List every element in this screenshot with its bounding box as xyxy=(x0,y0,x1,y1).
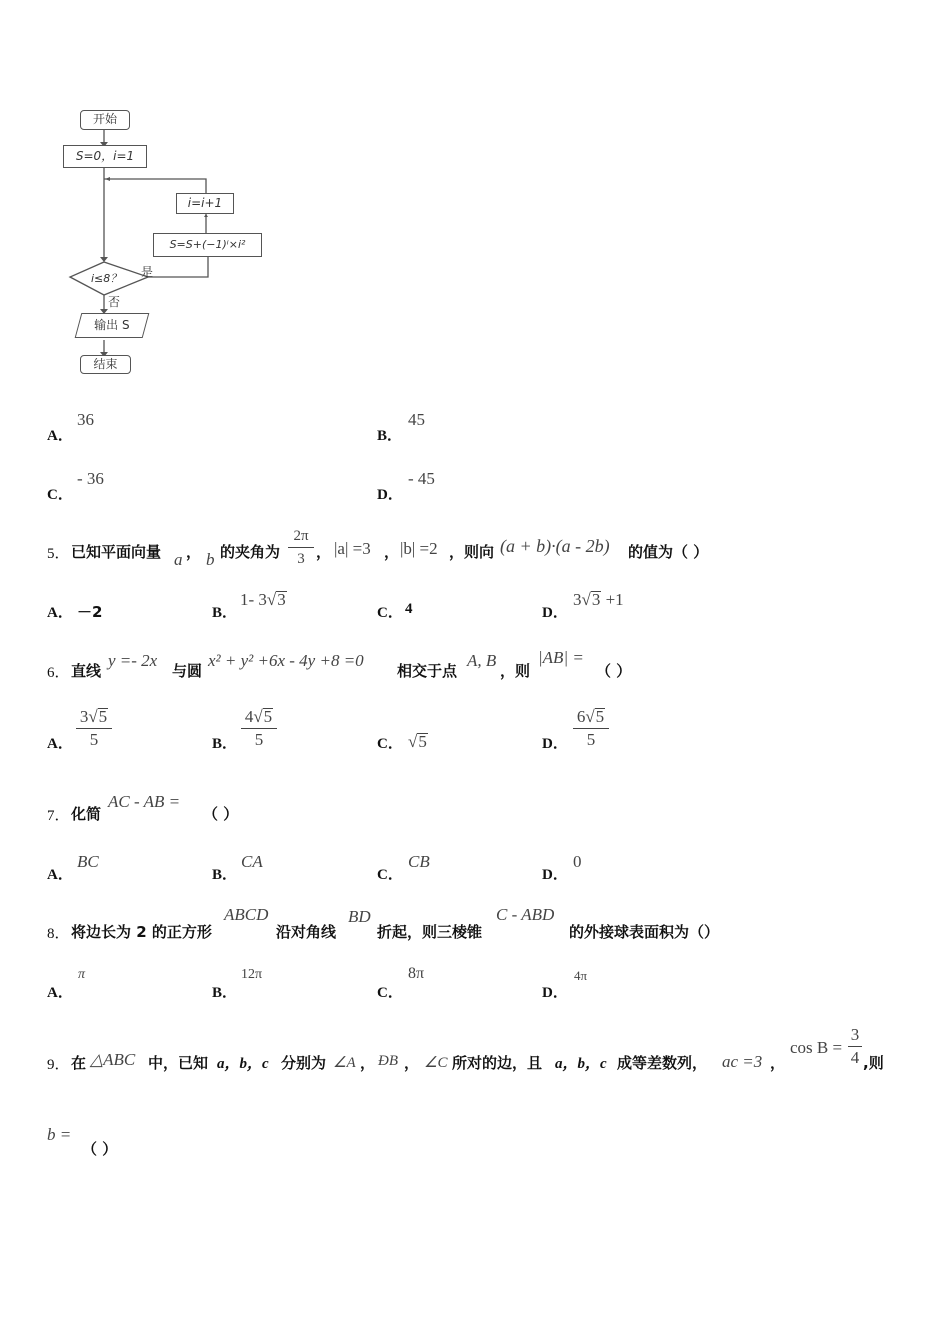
q9-angle-a: ∠A xyxy=(333,1055,356,1071)
q8-option-c-label: C． xyxy=(377,985,403,1001)
q5-comma-3: ， xyxy=(384,543,400,561)
q5-option-b-label: B． xyxy=(212,605,238,621)
flowchart-yes-label: 是 xyxy=(141,265,154,279)
q5-option-c-value: 4 xyxy=(405,601,413,617)
q6-text-4: ，则 xyxy=(500,662,531,680)
q9-sides-1: a，b，c xyxy=(217,1056,269,1072)
q4-option-c-label: C． xyxy=(47,487,73,503)
q6-option-c-label: C． xyxy=(377,736,403,752)
q4-option-a-value: 36 xyxy=(77,410,94,429)
q7-option-c-label: C． xyxy=(377,867,403,883)
q5-text-4: 的值为（ ） xyxy=(628,543,709,561)
q6-option-b-label: B． xyxy=(212,736,238,752)
flowchart-init: S=0，i=1 xyxy=(63,145,147,168)
q9-text-5: 所对的边，且 xyxy=(452,1054,543,1072)
q9-comma-1: ， xyxy=(360,1054,376,1072)
q7-option-d-value: 0 xyxy=(573,852,582,871)
q5-vector-b: b xyxy=(206,550,215,569)
q8-pyramid: C - ABD xyxy=(496,905,555,924)
q5-angle-denominator: 3 xyxy=(297,551,305,567)
flowchart-output-label: 输出 S xyxy=(94,318,130,332)
q6-option-c-value: √5 xyxy=(408,732,427,751)
q9-comma-2: ， xyxy=(404,1054,420,1072)
q7-option-b-value: CA xyxy=(241,852,263,871)
q9-text-7: 成等差数列， xyxy=(617,1054,708,1072)
q6-option-a-fraction: 3√5 5 xyxy=(76,708,112,749)
q5-option-c-label: C． xyxy=(377,605,403,621)
q7-option-b-label: B． xyxy=(212,867,238,883)
q5-option-d-radicand: 3 xyxy=(591,590,601,609)
q8-option-a-value: π xyxy=(78,967,86,982)
q9-angle-b: ÐB xyxy=(378,1053,398,1069)
q8-text-3: 折起，则三棱锥 xyxy=(377,923,483,941)
flowchart-start: 开始 xyxy=(80,110,130,130)
q6-option-a-label: A． xyxy=(47,736,73,752)
q7-option-d-label: D． xyxy=(542,867,568,883)
q8-option-d-label: D． xyxy=(542,985,568,1001)
q5-option-a-value: －2 xyxy=(77,603,103,621)
q9-cos-numerator: 3 xyxy=(850,1025,860,1044)
q6-circle-equation: x² + y² +6x - 4y +8 =0 xyxy=(208,651,364,670)
q6-option-b-coef: 4 xyxy=(244,707,254,726)
q8-text-1: 将边长为 2 的正方形 xyxy=(71,923,212,941)
q7-option-a-label: A． xyxy=(47,867,73,883)
flowchart-update: S=S+(−1)ⁱ×i² xyxy=(153,233,262,257)
q8-text-4: 的外接球表面积为（） xyxy=(569,923,720,941)
q7-option-a-value: BC xyxy=(77,852,99,871)
q6-text-1: 直线 xyxy=(71,662,102,680)
q9-ac-product: ac =3 xyxy=(722,1052,763,1071)
q8-option-d-value: 4π xyxy=(574,968,588,983)
q6-option-d-coef: 6 xyxy=(576,707,586,726)
q6-option-b-fraction: 4√5 5 xyxy=(241,708,277,749)
q5-mod-a: |a| =3 xyxy=(334,539,371,558)
q7-expression: AC - AB = xyxy=(108,792,181,811)
flowchart-end: 结束 xyxy=(80,355,131,374)
q7-number: 7． xyxy=(47,808,70,824)
q9-cos-fraction xyxy=(848,1026,862,1067)
q9-angle-c: ∠C xyxy=(424,1055,448,1071)
q8-diagonal: BD xyxy=(348,907,371,926)
q6-text-2: 与圆 xyxy=(172,662,203,680)
q6-option-a-coef: 3 xyxy=(79,707,89,726)
q5-number: 5． xyxy=(47,546,70,562)
q8-square: ABCD xyxy=(224,905,269,924)
q8-option-a-label: A． xyxy=(47,985,73,1001)
q4-option-a-label: A． xyxy=(47,428,73,444)
q9-text-1: 在 xyxy=(71,1054,87,1072)
q8-option-b-label: B． xyxy=(212,985,238,1001)
q5-option-d-prefix: 3 xyxy=(573,590,582,609)
q8-option-b-value: 12π xyxy=(241,967,263,982)
q8-number: 8． xyxy=(47,926,70,942)
q6-option-d-fraction: 6√5 5 xyxy=(573,708,609,749)
flowchart-increment: i=i+1 xyxy=(176,193,234,214)
q5-comma-2: ， xyxy=(316,543,332,561)
q5-option-a-label: A． xyxy=(47,605,73,621)
q9-text-9: （ ） xyxy=(82,1140,118,1158)
q9-cos-denominator: 4 xyxy=(850,1048,860,1067)
q6-text-3: 相交于点 xyxy=(397,662,458,680)
q5-text-2: 的夹角为 xyxy=(220,543,281,561)
q5-option-b-value: 1- 3√3 xyxy=(240,590,286,609)
q4-option-d-label: D． xyxy=(377,487,403,503)
q6-option-d-rad: 5 xyxy=(595,707,605,726)
q5-angle-fraction xyxy=(288,527,314,568)
q5-mod-b: |b| =2 xyxy=(400,539,438,558)
flowchart-condition: i≤8？ xyxy=(91,272,122,285)
q5-text-3: ，则向 xyxy=(449,543,495,561)
q9-comma-3: ， xyxy=(770,1054,786,1072)
q5-angle-numerator: 2π xyxy=(293,528,309,544)
q6-ab-length: |AB| = xyxy=(538,648,584,667)
q6-option-a-den: 5 xyxy=(89,730,99,749)
q4-option-b-label: B． xyxy=(377,428,403,444)
q9-text-8: ,则 xyxy=(863,1054,884,1072)
q9-triangle: △ABC xyxy=(90,1050,136,1069)
q9-number: 9． xyxy=(47,1057,70,1073)
q6-option-d-label: D． xyxy=(542,736,568,752)
q7-text-2: （ ） xyxy=(203,805,239,823)
q9-text-4: 分别为 xyxy=(281,1054,327,1072)
q5-comma-1: ， xyxy=(186,543,202,561)
q6-option-a-rad: 5 xyxy=(98,707,108,726)
q5-vector-a: a xyxy=(174,550,183,569)
q9-sides-2: a，b，c xyxy=(555,1056,607,1072)
q9-b-equals: b = xyxy=(47,1125,72,1144)
q6-option-d-den: 5 xyxy=(586,730,596,749)
q9-cos-b: cos B = xyxy=(790,1038,843,1057)
q8-text-2: 沿对角线 xyxy=(276,923,337,941)
q5-expression: (a + b)·(a - 2b) xyxy=(500,536,610,556)
q7-text-1: 化简 xyxy=(71,805,102,823)
q5-option-d-suffix: +1 xyxy=(601,590,624,609)
q6-points: A, B xyxy=(467,651,497,670)
q5-text-1: 已知平面向量 xyxy=(71,543,162,561)
q7-option-c-value: CB xyxy=(408,852,430,871)
q5-option-b-radicand: 3 xyxy=(277,590,286,609)
q9-text-2: 中，已知 xyxy=(148,1054,209,1072)
q5-option-d-label: D． xyxy=(542,605,568,621)
q4-option-d-value: - 45 xyxy=(408,469,435,488)
q6-option-b-rad: 5 xyxy=(263,707,273,726)
q5-option-d-value: 3√3 +1 xyxy=(573,590,624,609)
q8-option-c-value: 8π xyxy=(408,965,425,982)
q6-number: 6． xyxy=(47,665,70,681)
q6-option-b-den: 5 xyxy=(254,730,264,749)
q6-option-c-rad: 5 xyxy=(418,732,427,751)
q6-line-equation: y =- 2x xyxy=(108,651,158,670)
q4-option-b-value: 45 xyxy=(408,410,425,429)
q5-option-b-prefix: 1- 3 xyxy=(240,590,267,609)
q6-text-5: （ ） xyxy=(596,662,632,680)
flowchart-output xyxy=(75,313,150,338)
flowchart-no-label: 否 xyxy=(108,295,121,309)
q4-option-c-value: - 36 xyxy=(77,469,104,488)
